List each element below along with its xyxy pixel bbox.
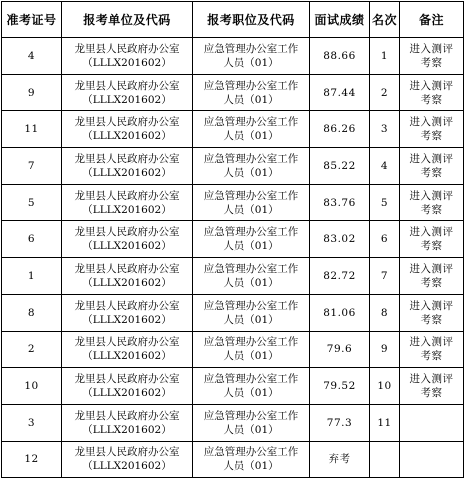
unit-cell bbox=[62, 221, 193, 258]
exam-id-cell: 2 bbox=[2, 331, 62, 368]
position-cell bbox=[193, 148, 310, 185]
table-row bbox=[2, 258, 464, 295]
score-cell: 88.66 bbox=[310, 38, 370, 75]
exam-id-cell: 7 bbox=[2, 148, 62, 185]
unit-name: 龙里县人民政府办公室 bbox=[74, 189, 180, 202]
score-cell: 83.02 bbox=[310, 221, 370, 258]
rank-cell: 7 bbox=[370, 258, 400, 295]
score-cell: 81.06 bbox=[310, 294, 370, 331]
rank-cell: 6 bbox=[370, 221, 400, 258]
position-code: 人员（01） bbox=[223, 313, 279, 326]
table-row bbox=[2, 74, 464, 111]
table-row bbox=[2, 221, 464, 258]
unit-code: （LLLX201602） bbox=[82, 203, 172, 216]
position-cell bbox=[193, 111, 310, 148]
rank-cell: 5 bbox=[370, 184, 400, 221]
unit-cell bbox=[62, 111, 193, 148]
score-cell: 77.3 bbox=[310, 404, 370, 441]
note-line-2: 考察 bbox=[420, 56, 443, 69]
unit-cell bbox=[62, 441, 193, 478]
position-code: 人员（01） bbox=[223, 350, 279, 363]
position-code: 人员（01） bbox=[223, 387, 279, 400]
note-line-1: 进入测评 bbox=[409, 336, 454, 349]
unit-name: 龙里县人民政府办公室 bbox=[74, 42, 180, 55]
note-line-1: 进入测评 bbox=[409, 42, 454, 55]
unit-code: （LLLX201602） bbox=[82, 240, 172, 253]
note-cell bbox=[400, 331, 464, 368]
unit-cell bbox=[62, 258, 193, 295]
position-code: 人员（01） bbox=[223, 203, 279, 216]
position-code: 人员（01） bbox=[223, 240, 279, 253]
note-line-1: 进入测评 bbox=[409, 152, 454, 165]
header-rank: 名次 bbox=[370, 2, 400, 38]
table-row bbox=[2, 294, 464, 331]
unit-code: （LLLX201602） bbox=[82, 276, 172, 289]
score-cell: 79.52 bbox=[310, 368, 370, 405]
position-code: 人员（01） bbox=[223, 130, 279, 143]
rank-cell: 10 bbox=[370, 368, 400, 405]
position-name: 应急管理办公室工作 bbox=[203, 116, 299, 129]
position-code: 人员（01） bbox=[223, 460, 279, 473]
position-cell bbox=[193, 184, 310, 221]
note-line-1: 进入测评 bbox=[409, 262, 454, 275]
exam-id-cell: 9 bbox=[2, 74, 62, 111]
unit-code: （LLLX201602） bbox=[82, 313, 172, 326]
header-note: 备注 bbox=[400, 2, 464, 38]
note-line-2: 考察 bbox=[420, 387, 443, 400]
note-line-2: 考察 bbox=[420, 166, 443, 179]
exam-id-cell: 11 bbox=[2, 111, 62, 148]
table-row bbox=[2, 368, 464, 405]
position-cell bbox=[193, 38, 310, 75]
position-cell bbox=[193, 74, 310, 111]
unit-code: （LLLX201602） bbox=[82, 350, 172, 363]
unit-cell bbox=[62, 148, 193, 185]
unit-cell bbox=[62, 74, 193, 111]
exam-id-cell: 5 bbox=[2, 184, 62, 221]
rank-cell: 8 bbox=[370, 294, 400, 331]
position-code: 人员（01） bbox=[223, 93, 279, 106]
position-cell bbox=[193, 258, 310, 295]
position-name: 应急管理办公室工作 bbox=[203, 336, 299, 349]
unit-cell bbox=[62, 294, 193, 331]
unit-code: （LLLX201602） bbox=[82, 93, 172, 106]
score-cell: 87.44 bbox=[310, 74, 370, 111]
unit-cell bbox=[62, 368, 193, 405]
score-cell: 79.6 bbox=[310, 331, 370, 368]
position-code: 人员（01） bbox=[223, 276, 279, 289]
position-name: 应急管理办公室工作 bbox=[203, 299, 299, 312]
note-line-1: 进入测评 bbox=[409, 79, 454, 92]
exam-id-cell: 8 bbox=[2, 294, 62, 331]
note-line-2: 考察 bbox=[420, 93, 443, 106]
table-row bbox=[2, 184, 464, 221]
header-exam-id: 准考证号 bbox=[2, 2, 62, 38]
unit-name: 龙里县人民政府办公室 bbox=[74, 373, 180, 386]
score-cell: 86.26 bbox=[310, 111, 370, 148]
note-cell bbox=[400, 74, 464, 111]
unit-name: 龙里县人民政府办公室 bbox=[74, 116, 180, 129]
rank-cell: 11 bbox=[370, 404, 400, 441]
exam-id-cell: 3 bbox=[2, 404, 62, 441]
position-cell bbox=[193, 331, 310, 368]
position-name: 应急管理办公室工作 bbox=[203, 262, 299, 275]
table-row bbox=[2, 441, 464, 478]
note-line-2: 考察 bbox=[420, 130, 443, 143]
score-cell: 弃考 bbox=[310, 441, 370, 478]
note-cell bbox=[400, 368, 464, 405]
note-cell bbox=[400, 184, 464, 221]
note-line-1: 进入测评 bbox=[409, 226, 454, 239]
unit-code: （LLLX201602） bbox=[82, 423, 172, 436]
unit-name: 龙里县人民政府办公室 bbox=[74, 226, 180, 239]
position-cell bbox=[193, 368, 310, 405]
note-line-1: 进入测评 bbox=[409, 373, 454, 386]
position-cell bbox=[193, 221, 310, 258]
unit-cell bbox=[62, 184, 193, 221]
note-line-1: 进入测评 bbox=[409, 189, 454, 202]
header-unit: 报考单位及代码 bbox=[62, 2, 193, 38]
score-cell: 82.72 bbox=[310, 258, 370, 295]
unit-code: （LLLX201602） bbox=[82, 166, 172, 179]
position-cell bbox=[193, 441, 310, 478]
note-cell bbox=[400, 258, 464, 295]
note-cell bbox=[400, 441, 464, 478]
note-cell bbox=[400, 38, 464, 75]
unit-name: 龙里县人民政府办公室 bbox=[74, 409, 180, 422]
note-line-2: 考察 bbox=[420, 240, 443, 253]
rank-cell: 1 bbox=[370, 38, 400, 75]
note-line-1: 进入测评 bbox=[409, 299, 454, 312]
note-line-2: 考察 bbox=[420, 203, 443, 216]
position-name: 应急管理办公室工作 bbox=[203, 79, 299, 92]
unit-cell bbox=[62, 404, 193, 441]
note-line-1: 进入测评 bbox=[409, 116, 454, 129]
position-code: 人员（01） bbox=[223, 56, 279, 69]
position-name: 应急管理办公室工作 bbox=[203, 152, 299, 165]
position-code: 人员（01） bbox=[223, 423, 279, 436]
exam-id-cell: 6 bbox=[2, 221, 62, 258]
rank-cell bbox=[370, 441, 400, 478]
position-name: 应急管理办公室工作 bbox=[203, 189, 299, 202]
note-cell bbox=[400, 294, 464, 331]
note-line-2: 考察 bbox=[420, 313, 443, 326]
exam-id-cell: 12 bbox=[2, 441, 62, 478]
header-position: 报考职位及代码 bbox=[193, 2, 310, 38]
unit-name: 龙里县人民政府办公室 bbox=[74, 152, 180, 165]
note-cell bbox=[400, 148, 464, 185]
position-name: 应急管理办公室工作 bbox=[203, 446, 299, 459]
position-cell bbox=[193, 404, 310, 441]
interview-results-table bbox=[1, 1, 464, 478]
position-cell bbox=[193, 294, 310, 331]
table-row bbox=[2, 111, 464, 148]
table-row bbox=[2, 331, 464, 368]
position-name: 应急管理办公室工作 bbox=[203, 42, 299, 55]
note-cell bbox=[400, 404, 464, 441]
unit-name: 龙里县人民政府办公室 bbox=[74, 446, 180, 459]
table-row bbox=[2, 404, 464, 441]
table-row bbox=[2, 38, 464, 75]
unit-cell bbox=[62, 331, 193, 368]
exam-id-cell: 1 bbox=[2, 258, 62, 295]
note-cell bbox=[400, 221, 464, 258]
unit-code: （LLLX201602） bbox=[82, 56, 172, 69]
header-score: 面试成绩 bbox=[310, 2, 370, 38]
unit-name: 龙里县人民政府办公室 bbox=[74, 299, 180, 312]
unit-code: （LLLX201602） bbox=[82, 387, 172, 400]
unit-name: 龙里县人民政府办公室 bbox=[74, 262, 180, 275]
rank-cell: 9 bbox=[370, 331, 400, 368]
score-cell: 83.76 bbox=[310, 184, 370, 221]
position-name: 应急管理办公室工作 bbox=[203, 373, 299, 386]
rank-cell: 2 bbox=[370, 74, 400, 111]
unit-name: 龙里县人民政府办公室 bbox=[74, 336, 180, 349]
table-body bbox=[2, 38, 464, 478]
position-name: 应急管理办公室工作 bbox=[203, 409, 299, 422]
table-row bbox=[2, 148, 464, 185]
unit-name: 龙里县人民政府办公室 bbox=[74, 79, 180, 92]
rank-cell: 4 bbox=[370, 148, 400, 185]
position-code: 人员（01） bbox=[223, 166, 279, 179]
exam-id-cell: 4 bbox=[2, 38, 62, 75]
score-cell: 85.22 bbox=[310, 148, 370, 185]
unit-cell bbox=[62, 38, 193, 75]
rank-cell: 3 bbox=[370, 111, 400, 148]
note-cell bbox=[400, 111, 464, 148]
table-header bbox=[2, 2, 464, 38]
exam-id-cell: 10 bbox=[2, 368, 62, 405]
unit-code: （LLLX201602） bbox=[82, 130, 172, 143]
unit-code: （LLLX201602） bbox=[82, 460, 172, 473]
header-row bbox=[2, 2, 464, 38]
position-name: 应急管理办公室工作 bbox=[203, 226, 299, 239]
note-line-2: 考察 bbox=[420, 276, 443, 289]
note-line-2: 考察 bbox=[420, 350, 443, 363]
